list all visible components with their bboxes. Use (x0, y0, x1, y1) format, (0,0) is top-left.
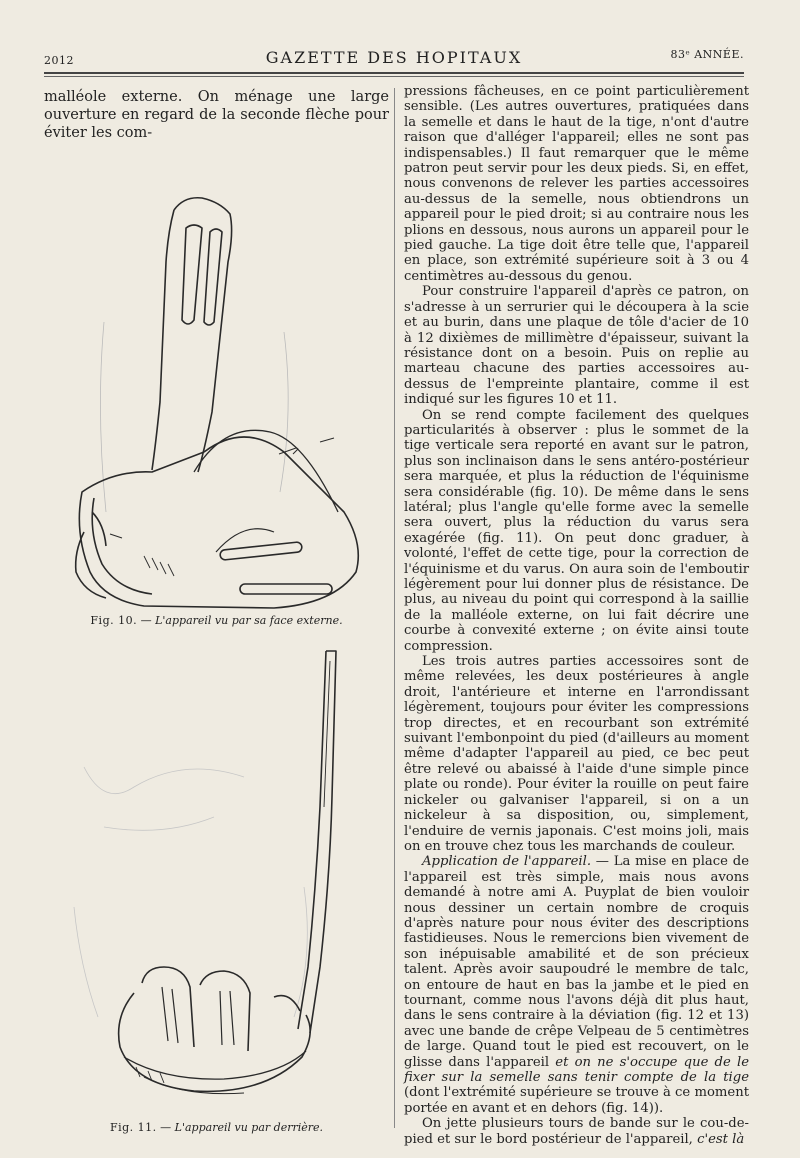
figure-10-caption (44, 614, 389, 627)
figure-11-label: Fig. 11. (109, 1121, 157, 1134)
column-divider (394, 88, 395, 1128)
paragraph-5-end: (dont l'extrémité supérieure se trouve à ce moment portée en avant et en dehors (fig. 14)). (404, 1085, 749, 1116)
paragraph-5 (404, 854, 749, 1116)
figure-11-illustration (44, 637, 389, 1117)
running-header (44, 44, 744, 70)
page-number: 2012 (44, 54, 74, 67)
figure-11 (44, 637, 389, 1134)
figure-10-label: Fig. 10. (90, 614, 138, 627)
section-heading-application: Application de l'appareil. (422, 854, 592, 870)
paragraph-6-italic: c'est là (697, 1131, 745, 1147)
figure-10-illustration (44, 152, 389, 610)
paragraph-4: Les trois autres parties accessoires sont de même relevées, les deux postérieures à angle droit, l'antérieure et interne en l'arrondissant légèrement, toujours pour éviter les compressions trop directes, et en recourbant son extrémité suivant l'embonpoint du pied (d'ailleurs au moment même d'adapter l'appareil au pied, ce bec peut être relevé ou abaissé à l'aide d'une simple pince plate ou ronde). Pour éviter la rouille on peut faire nickeler ou galvaniser l'appareil, si on a un nickeleur à sa disposition, ou, simplement, l'enduire de vernis japonais. C'est moins joli, mais on en trouve chez tous les marchands de couleur. (404, 654, 749, 854)
right-column (404, 84, 749, 1147)
left-column (44, 88, 389, 1134)
header-rule-thin (44, 76, 744, 77)
paragraph-6-text: On jette plusieurs tours de bande sur le cou-de-pied et sur le bord postérieur de l'appareil, (404, 1116, 749, 1147)
left-lead-text: malléole externe. On ménage une large ouverture en regard de la seconde flèche pour éviter les com- (44, 89, 389, 141)
paragraph-6 (404, 1116, 749, 1147)
journal-title: GAZETTE DES HOPITAUX (265, 48, 523, 67)
paragraph-1: pressions fâcheuses, en ce point particulièrement sensible. (Les autres ouvertures, pratiquées dans la semelle et dans le haut de la tige, n'ont d'autre raison que d'alléger l'appareil; elles ne sont pas indispensables.) Il faut remarquer que le même patron peut servir pour les deux pieds. Si, en effet, nous convenons de relever les parties accessoires au-dessus de la semelle, nous obtiendrons un appareil pour le pied droit; si au contraire nous les plions en dessous, nous aurons un appareil pour le pied gauche. La tige doit être telle que, l'appareil en place, son extrémité supérieure soit à 3 ou 4 centimètres au-dessous du genou. (404, 84, 749, 284)
figure-11-caption-text: — L'appareil vu par derrière. (160, 1121, 324, 1134)
volume-year: 83ᵉ ANNÉE. (670, 48, 744, 61)
paragraph-5-text: — La mise en place de l'appareil est très simple, mais nous avons demandé à notre ami A. Puyplat de bien vouloir nous dessiner un certain nombre de croquis d'après nature pour nous éviter des descriptions fastidieuses. Nous le remercions bien vivement de son inépuisable amabilité et de son précieux talent. Après avoir saupoudré le membre de talc, on entoure de haut en bas la jambe et le pied en tournant, comme nous l'avons déjà dit plus haut, dans le sens contraire à la déviation (fig. 12 et 13) avec une bande de crêpe Velpeau de 5 centimètres de large. Quand tout le pied est recouvert, on le glisse dans l'appareil (404, 854, 749, 1070)
paragraph-2: Pour construire l'appareil d'après ce patron, on s'adresse à un serrurier qui le découpera à la scie et au burin, dans une plaque de tôle d'acier de 10 à 12 dixièmes de millimètre d'épaisseur, suivant la résistance dont on a besoin. Puis on replie au marteau chacune des parties accessoires au-dessus de l'empreinte plantaire, comme il est indiqué sur les figures 10 et 11. (404, 284, 749, 408)
paragraph-5-italic: et on ne s'occupe que de le fixer sur la semelle sans tenir compte de la tige (404, 1054, 749, 1085)
figure-11-caption (44, 1121, 389, 1134)
header-rule (44, 72, 744, 74)
figure-10 (44, 152, 389, 627)
figure-10-caption-text: — L'appareil vu par sa face externe. (140, 614, 343, 627)
paragraph-3: On se rend compte facilement des quelques particularités à observer : plus le sommet de la tige verticale sera reporté en avant sur le patron, plus son inclinaison dans le sens antéro-postérieur sera marquée, et plus la réduction de l'équinisme sera considérable (fig. 10). De même dans le sens latéral; plus l'angle qu'elle forme avec la semelle sera ouvert, plus la réduction du varus sera exagérée (fig. 11). On peut donc graduer, à volonté, l'effet de cette tige, pour la correction de l'équinisme et du varus. On aura soin de l'emboutir légèrement pour lui donner plus de résistance. De plus, au niveau du point qui correspond à la saillie de la malléole externe, on lui fait décrire une courbe à convexité externe ; on évite ainsi toute compression. (404, 407, 749, 654)
